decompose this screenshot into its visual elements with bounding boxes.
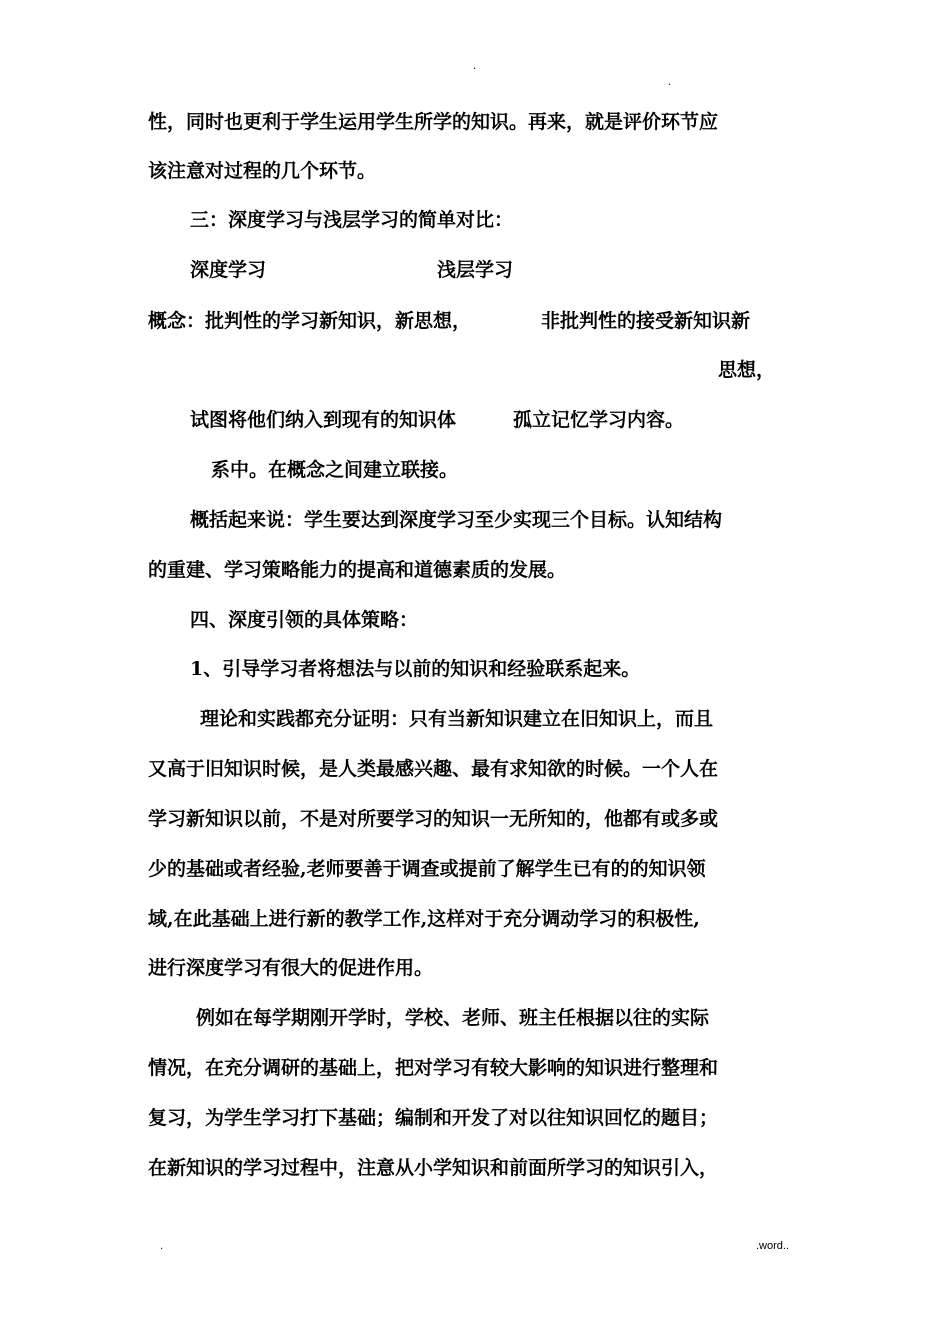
paragraph-line: 学习新知识以前，不是对所要学习的知识一无所知的，他都有或多或 xyxy=(148,808,719,830)
comparison-row-right: 孤立记忆学习内容。 xyxy=(513,409,685,431)
paragraph-line: 性，同时也更利于学生运用学生所学的知识。再来，就是评价环节应 xyxy=(148,111,719,133)
comparison-row-left: 系中。在概念之间建立联接。 xyxy=(211,459,459,481)
paragraph-line: 复习，为学生学习打下基础；编制和开发了对以往知识回忆的题目； xyxy=(148,1107,719,1129)
paragraph-line: 在新知识的学习过程中，注意从小学知识和前面所学习的知识引入， xyxy=(148,1157,719,1179)
comparison-column-left-heading: 深度学习 xyxy=(190,259,267,281)
paragraph-line: 情况，在充分调研的基础上，把对学习有较大影响的知识进行整理和 xyxy=(148,1057,719,1079)
header-dot-left: . xyxy=(473,61,477,72)
paragraph-line: 域,在此基础上进行新的教学工作,这样对于充分调动学习的积极性, xyxy=(148,908,700,930)
paragraph-line: 例如在每学期刚开学时，学校、老师、班主任根据以往的实际 xyxy=(196,1007,710,1029)
section-heading-4: 四、深度引领的具体策略： xyxy=(190,609,419,631)
paragraph-line: 该注意对过程的几个环节。 xyxy=(148,160,377,182)
paragraph-line: 理论和实践都充分证明：只有当新知识建立在旧知识上，而且 xyxy=(200,708,714,730)
comparison-column-right-heading: 浅层学习 xyxy=(437,259,514,281)
comparison-row-left: 概念：批判性的学习新知识，新思想， xyxy=(148,310,472,332)
paragraph-line: 进行深度学习有很大的促进作用。 xyxy=(148,957,434,979)
section-heading-3: 三：深度学习与浅层学习的简单对比： xyxy=(190,209,514,231)
comparison-row-left: 试图将他们纳入到现有的知识体 xyxy=(190,409,457,431)
footer-dot-left: . xyxy=(160,1241,164,1252)
comparison-row-right: 非批判性的接受新知识新 xyxy=(541,310,751,332)
comparison-row-right-continued: 思想， xyxy=(718,359,776,381)
strategy-item-1: 1、引导学习者将想法与以前的知识和经验联系起来。 xyxy=(190,658,641,680)
paragraph-line: 又高于旧知识时候，是人类最感兴趣、最有求知欲的时候。一个人在 xyxy=(148,758,719,780)
header-dot-right: . xyxy=(668,77,672,88)
paragraph-line: 的重建、学习策略能力的提高和道德素质的发展。 xyxy=(148,559,567,581)
footer-label: .word.. xyxy=(756,1240,790,1252)
paragraph-line: 概括起来说：学生要达到深度学习至少实现三个目标。认知结构 xyxy=(190,509,723,531)
paragraph-line: 少的基础或者经验,老师要善于调查或提前了解学生已有的的知识领 xyxy=(148,858,706,880)
